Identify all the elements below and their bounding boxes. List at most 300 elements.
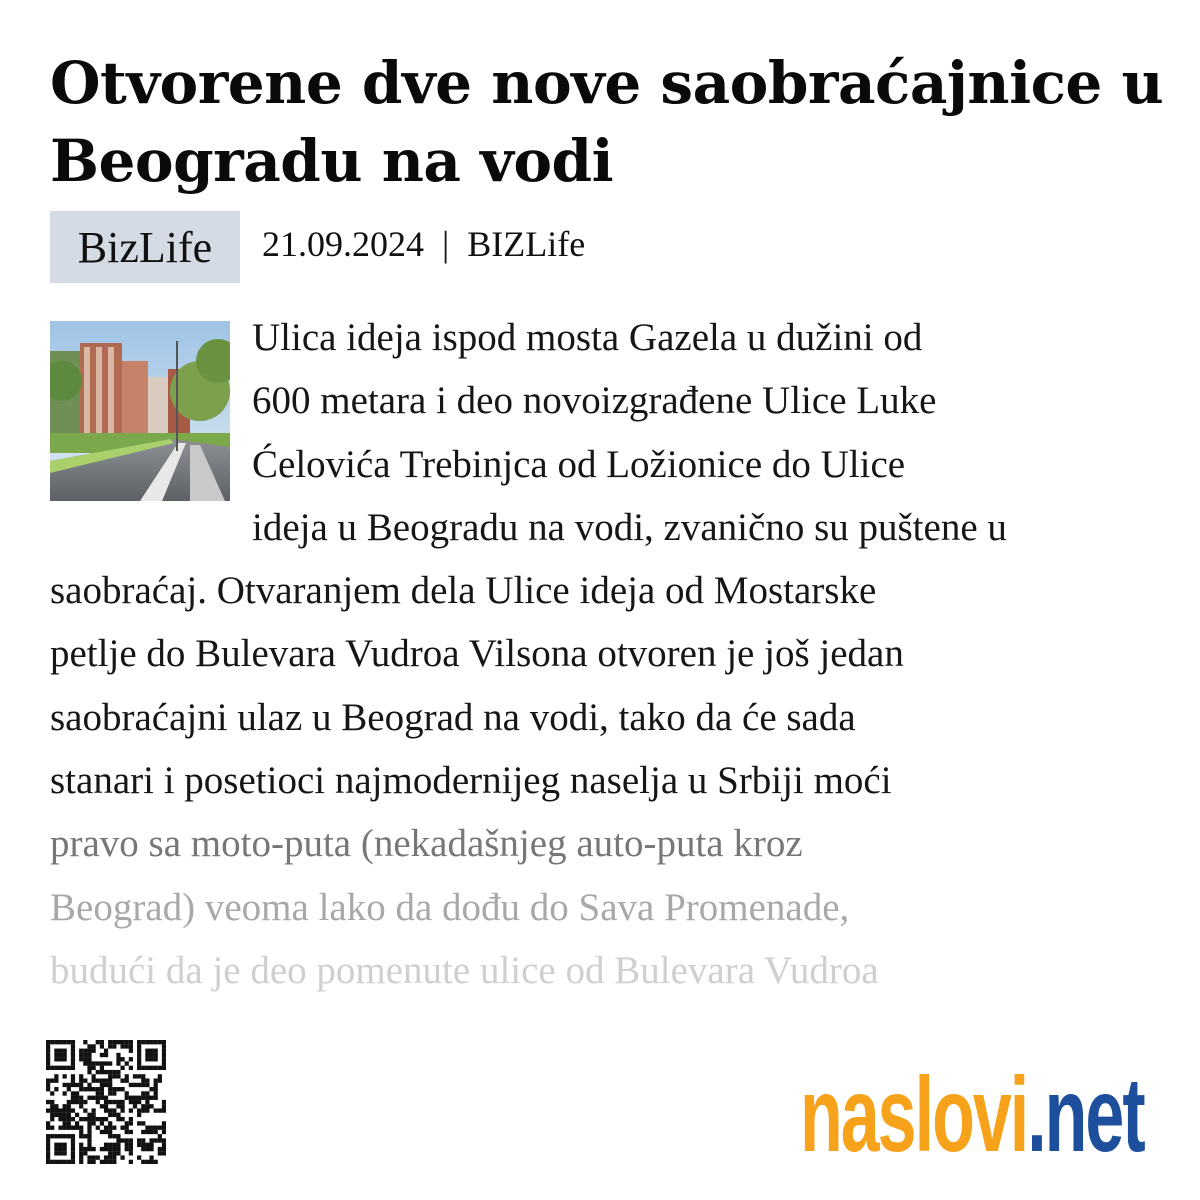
qr-module <box>158 1126 162 1130</box>
qr-module <box>79 1100 83 1104</box>
qr-module <box>154 1130 158 1134</box>
qr-module <box>137 1108 141 1112</box>
qr-module <box>145 1066 149 1070</box>
qr-module <box>50 1113 54 1117</box>
qr-module <box>67 1108 71 1112</box>
qr-module <box>125 1040 129 1044</box>
qr-module <box>50 1126 54 1130</box>
qr-module <box>92 1113 96 1117</box>
qr-module <box>145 1108 149 1112</box>
qr-module <box>87 1066 91 1070</box>
qr-module <box>58 1147 62 1151</box>
qr-module <box>100 1117 104 1121</box>
qr-module <box>154 1108 158 1112</box>
qr-module <box>145 1143 149 1147</box>
qr-module <box>141 1078 145 1082</box>
qr-module <box>162 1108 166 1112</box>
qr-module <box>75 1113 79 1117</box>
qr-module <box>58 1066 62 1070</box>
qr-module <box>120 1126 124 1130</box>
qr-module <box>63 1134 67 1138</box>
qr-module <box>120 1066 124 1070</box>
qr-module <box>116 1104 120 1108</box>
qr-module <box>162 1104 166 1108</box>
qr-module <box>46 1143 50 1147</box>
qr-module <box>108 1087 112 1091</box>
qr-module <box>137 1100 141 1104</box>
qr-module <box>58 1117 62 1121</box>
qr-module <box>116 1143 120 1147</box>
qr-module <box>116 1074 120 1078</box>
qr-module <box>141 1147 145 1151</box>
qr-module <box>120 1155 124 1159</box>
qr-module <box>87 1130 91 1134</box>
qr-module <box>71 1078 75 1082</box>
article-meta <box>50 211 585 283</box>
qr-module <box>129 1143 133 1147</box>
qr-module <box>67 1104 71 1108</box>
qr-module <box>133 1104 137 1108</box>
qr-module <box>133 1074 137 1078</box>
qr-module <box>125 1074 129 1078</box>
qr-module <box>154 1049 158 1053</box>
qr-module <box>87 1061 91 1065</box>
qr-module <box>63 1040 67 1044</box>
qr-module <box>100 1160 104 1164</box>
qr-module <box>104 1147 108 1151</box>
qr-module <box>96 1040 100 1044</box>
qr-module <box>83 1151 87 1155</box>
qr-module <box>104 1078 108 1082</box>
qr-module <box>162 1049 166 1053</box>
qr-module <box>137 1113 141 1117</box>
qr-module <box>87 1096 91 1100</box>
qr-module <box>50 1117 54 1121</box>
qr-module <box>137 1061 141 1065</box>
qr-module <box>137 1057 141 1061</box>
qr-module <box>129 1108 133 1112</box>
qr-module <box>158 1074 162 1078</box>
qr-module <box>63 1053 67 1057</box>
qr-module <box>133 1083 137 1087</box>
qr-module <box>154 1040 158 1044</box>
qr-module <box>125 1143 129 1147</box>
qr-module <box>79 1117 83 1121</box>
qr-module <box>162 1138 166 1142</box>
qr-module <box>83 1061 87 1065</box>
qr-module <box>79 1078 83 1082</box>
qr-module <box>83 1040 87 1044</box>
qr-module <box>104 1096 108 1100</box>
qr-module <box>108 1134 112 1138</box>
qr-module <box>46 1147 50 1151</box>
qr-module <box>145 1160 149 1164</box>
qr-module <box>120 1078 124 1082</box>
qr-module <box>108 1155 112 1159</box>
qr-module <box>125 1126 129 1130</box>
qr-module <box>154 1096 158 1100</box>
qr-module <box>154 1078 158 1082</box>
qr-module <box>63 1113 67 1117</box>
qr-module <box>129 1117 133 1121</box>
qr-module <box>141 1040 145 1044</box>
qr-module <box>129 1057 133 1061</box>
qr-module <box>100 1040 104 1044</box>
qr-module <box>92 1108 96 1112</box>
qr-module <box>141 1104 145 1108</box>
qr-module <box>92 1074 96 1078</box>
qr-module <box>67 1126 71 1130</box>
qr-module <box>92 1117 96 1121</box>
qr-module <box>125 1121 129 1125</box>
qr-module <box>149 1143 153 1147</box>
qr-module <box>112 1151 116 1155</box>
qr-module <box>108 1126 112 1130</box>
qr-module <box>149 1126 153 1130</box>
qr-module <box>129 1044 133 1048</box>
qr-module <box>71 1061 75 1065</box>
qr-module <box>92 1066 96 1070</box>
qr-module <box>92 1078 96 1082</box>
source-badge[interactable]: BizLife <box>50 211 240 283</box>
qr-module <box>71 1074 75 1078</box>
qr-module <box>67 1083 71 1087</box>
qr-module <box>63 1049 67 1053</box>
qr-module <box>149 1130 153 1134</box>
qr-module <box>116 1070 120 1074</box>
qr-module <box>79 1104 83 1108</box>
qr-module <box>141 1083 145 1087</box>
qr-module <box>54 1147 58 1151</box>
qr-module <box>87 1049 91 1053</box>
qr-module <box>71 1147 75 1151</box>
qr-module <box>87 1087 91 1091</box>
qr-module <box>112 1155 116 1159</box>
qr-module <box>96 1091 100 1095</box>
qr-module <box>92 1160 96 1164</box>
qr-module <box>46 1126 50 1130</box>
qr-module <box>46 1040 50 1044</box>
qr-module <box>71 1066 75 1070</box>
article-body <box>50 306 1160 1002</box>
qr-module <box>137 1053 141 1057</box>
qr-module <box>79 1087 83 1091</box>
qr-module <box>129 1151 133 1155</box>
qr-code-icon <box>46 1040 166 1164</box>
qr-module <box>63 1057 67 1061</box>
qr-module <box>54 1074 58 1078</box>
qr-module <box>108 1078 112 1082</box>
qr-module <box>67 1040 71 1044</box>
qr-module <box>50 1078 54 1082</box>
qr-module <box>71 1049 75 1053</box>
qr-module <box>154 1126 158 1130</box>
qr-module <box>104 1160 108 1164</box>
qr-module <box>154 1138 158 1142</box>
qr-module <box>54 1134 58 1138</box>
qr-module <box>112 1074 116 1078</box>
logo-text-domain: .net <box>1027 1056 1144 1174</box>
qr-module <box>154 1083 158 1087</box>
article-title[interactable]: Otvorene dve nove saobraćajnice u Beogradu na vodi <box>50 49 1164 195</box>
qr-module <box>104 1108 108 1112</box>
qr-module <box>162 1053 166 1057</box>
qr-module <box>96 1070 100 1074</box>
qr-module <box>83 1100 87 1104</box>
qr-module <box>58 1057 62 1061</box>
qr-module <box>100 1083 104 1087</box>
qr-module <box>129 1096 133 1100</box>
qr-module <box>71 1155 75 1159</box>
qr-module <box>79 1126 83 1130</box>
qr-module <box>96 1117 100 1121</box>
qr-module <box>162 1151 166 1155</box>
qr-module <box>129 1049 133 1053</box>
qr-module <box>116 1151 120 1155</box>
qr-module <box>108 1070 112 1074</box>
qr-module <box>87 1160 91 1164</box>
qr-module <box>92 1121 96 1125</box>
qr-module <box>83 1117 87 1121</box>
qr-module <box>54 1160 58 1164</box>
qr-module <box>116 1057 120 1061</box>
qr-module <box>137 1138 141 1142</box>
qr-module <box>112 1113 116 1117</box>
qr-module <box>54 1053 58 1057</box>
qr-module <box>149 1053 153 1057</box>
qr-module <box>100 1053 104 1057</box>
qr-module <box>92 1096 96 1100</box>
qr-module <box>46 1078 50 1082</box>
site-logo[interactable] <box>800 1056 1144 1174</box>
qr-module <box>162 1100 166 1104</box>
qr-module <box>116 1053 120 1057</box>
qr-module <box>145 1049 149 1053</box>
qr-module <box>63 1066 67 1070</box>
qr-module <box>87 1126 91 1130</box>
qr-module <box>67 1087 71 1091</box>
qr-module <box>137 1096 141 1100</box>
qr-module <box>108 1143 112 1147</box>
body-line: petlje do Bulevara Vudroa Vilsona otvoren je još jedan <box>50 632 904 676</box>
qr-module <box>149 1160 153 1164</box>
qr-module <box>125 1138 129 1142</box>
qr-module <box>120 1057 124 1061</box>
qr-module <box>100 1096 104 1100</box>
qr-code[interactable] <box>46 1040 166 1164</box>
qr-module <box>112 1160 116 1164</box>
qr-module <box>112 1143 116 1147</box>
qr-module <box>158 1134 162 1138</box>
qr-module <box>79 1143 83 1147</box>
qr-module <box>58 1143 62 1147</box>
qr-module <box>79 1053 83 1057</box>
qr-module <box>116 1100 120 1104</box>
qr-module <box>46 1044 50 1048</box>
qr-module <box>149 1138 153 1142</box>
qr-module <box>141 1121 145 1125</box>
qr-module <box>50 1091 54 1095</box>
qr-module <box>58 1040 62 1044</box>
qr-module <box>46 1100 50 1104</box>
qr-module <box>141 1091 145 1095</box>
body-line-faded: Beograd) veoma lako da dođu do Sava Promenade, <box>50 885 850 929</box>
qr-module <box>50 1066 54 1070</box>
qr-module <box>96 1078 100 1082</box>
qr-module <box>125 1061 129 1065</box>
qr-module <box>46 1066 50 1070</box>
qr-module <box>108 1108 112 1112</box>
qr-module <box>71 1160 75 1164</box>
qr-module <box>141 1066 145 1070</box>
qr-module <box>58 1113 62 1117</box>
qr-module <box>162 1057 166 1061</box>
qr-module <box>129 1138 133 1142</box>
qr-module <box>87 1070 91 1074</box>
qr-module <box>145 1130 149 1134</box>
qr-module <box>58 1160 62 1164</box>
qr-module <box>162 1061 166 1065</box>
qr-module <box>54 1057 58 1061</box>
qr-module <box>120 1108 124 1112</box>
qr-module <box>108 1113 112 1117</box>
qr-module <box>63 1108 67 1112</box>
qr-module <box>141 1130 145 1134</box>
qr-module <box>67 1117 71 1121</box>
qr-module <box>79 1134 83 1138</box>
qr-module <box>96 1126 100 1130</box>
qr-module <box>87 1143 91 1147</box>
qr-module <box>71 1040 75 1044</box>
qr-module <box>87 1155 91 1159</box>
qr-module <box>104 1070 108 1074</box>
qr-module <box>133 1096 137 1100</box>
qr-module <box>137 1143 141 1147</box>
qr-module <box>145 1083 149 1087</box>
body-line: Ćelovića Trebinjca od Ložionice do Ulice <box>252 442 906 486</box>
qr-module <box>100 1070 104 1074</box>
qr-module <box>141 1138 145 1142</box>
logo-text-primary: naslovi <box>800 1056 1028 1174</box>
qr-module <box>71 1044 75 1048</box>
qr-module <box>158 1151 162 1155</box>
qr-module <box>125 1147 129 1151</box>
qr-module <box>112 1100 116 1104</box>
qr-module <box>71 1096 75 1100</box>
qr-module <box>79 1096 83 1100</box>
qr-module <box>54 1066 58 1070</box>
qr-module <box>149 1104 153 1108</box>
qr-module <box>71 1091 75 1095</box>
qr-module <box>54 1040 58 1044</box>
qr-module <box>46 1155 50 1159</box>
qr-module <box>71 1134 75 1138</box>
qr-module <box>154 1053 158 1057</box>
qr-module <box>116 1061 120 1065</box>
qr-module <box>162 1126 166 1130</box>
qr-module <box>162 1143 166 1147</box>
qr-module <box>54 1104 58 1108</box>
publish-date: 21.09.2024 <box>262 224 424 264</box>
qr-module <box>120 1117 124 1121</box>
qr-module <box>129 1147 133 1151</box>
qr-module <box>120 1104 124 1108</box>
qr-module <box>120 1138 124 1142</box>
qr-module <box>154 1160 158 1164</box>
qr-module <box>46 1057 50 1061</box>
qr-module <box>158 1040 162 1044</box>
qr-module <box>129 1040 133 1044</box>
qr-module <box>154 1066 158 1070</box>
qr-module <box>112 1070 116 1074</box>
body-line-faded: budući da je deo pomenute ulice od Bulevara Vudroa <box>50 948 879 992</box>
qr-module <box>154 1087 158 1091</box>
qr-module <box>75 1126 79 1130</box>
qr-module <box>92 1147 96 1151</box>
qr-module <box>104 1117 108 1121</box>
qr-module <box>50 1104 54 1108</box>
qr-module <box>71 1083 75 1087</box>
qr-module <box>129 1160 133 1164</box>
qr-module <box>112 1126 116 1130</box>
qr-module <box>120 1044 124 1048</box>
qr-module <box>87 1121 91 1125</box>
qr-module <box>162 1044 166 1048</box>
qr-module <box>58 1151 62 1155</box>
qr-module <box>100 1121 104 1125</box>
qr-module <box>71 1151 75 1155</box>
qr-module <box>129 1121 133 1125</box>
qr-module <box>145 1126 149 1130</box>
qr-module <box>137 1074 141 1078</box>
qr-module <box>158 1066 162 1070</box>
qr-module <box>116 1138 120 1142</box>
qr-module <box>158 1147 162 1151</box>
qr-module <box>75 1096 79 1100</box>
qr-module <box>54 1113 58 1117</box>
qr-module <box>67 1100 71 1104</box>
qr-module <box>79 1083 83 1087</box>
qr-module <box>154 1057 158 1061</box>
qr-module <box>54 1087 58 1091</box>
qr-module <box>104 1100 108 1104</box>
qr-module <box>83 1049 87 1053</box>
qr-module <box>100 1066 104 1070</box>
qr-module <box>58 1126 62 1130</box>
qr-module <box>87 1083 91 1087</box>
qr-module <box>100 1078 104 1082</box>
qr-module <box>158 1138 162 1142</box>
qr-module <box>141 1074 145 1078</box>
qr-module <box>108 1121 112 1125</box>
qr-module <box>67 1121 71 1125</box>
qr-module <box>133 1100 137 1104</box>
qr-module <box>129 1130 133 1134</box>
qr-module <box>112 1108 116 1112</box>
qr-module <box>71 1138 75 1142</box>
qr-module <box>83 1078 87 1082</box>
qr-module <box>108 1160 112 1164</box>
qr-module <box>154 1091 158 1095</box>
qr-module <box>46 1049 50 1053</box>
qr-module <box>158 1078 162 1082</box>
qr-module <box>112 1044 116 1048</box>
qr-module <box>141 1096 145 1100</box>
qr-module <box>71 1117 75 1121</box>
qr-module <box>141 1143 145 1147</box>
qr-module <box>100 1087 104 1091</box>
meta-separator: | <box>442 224 450 264</box>
